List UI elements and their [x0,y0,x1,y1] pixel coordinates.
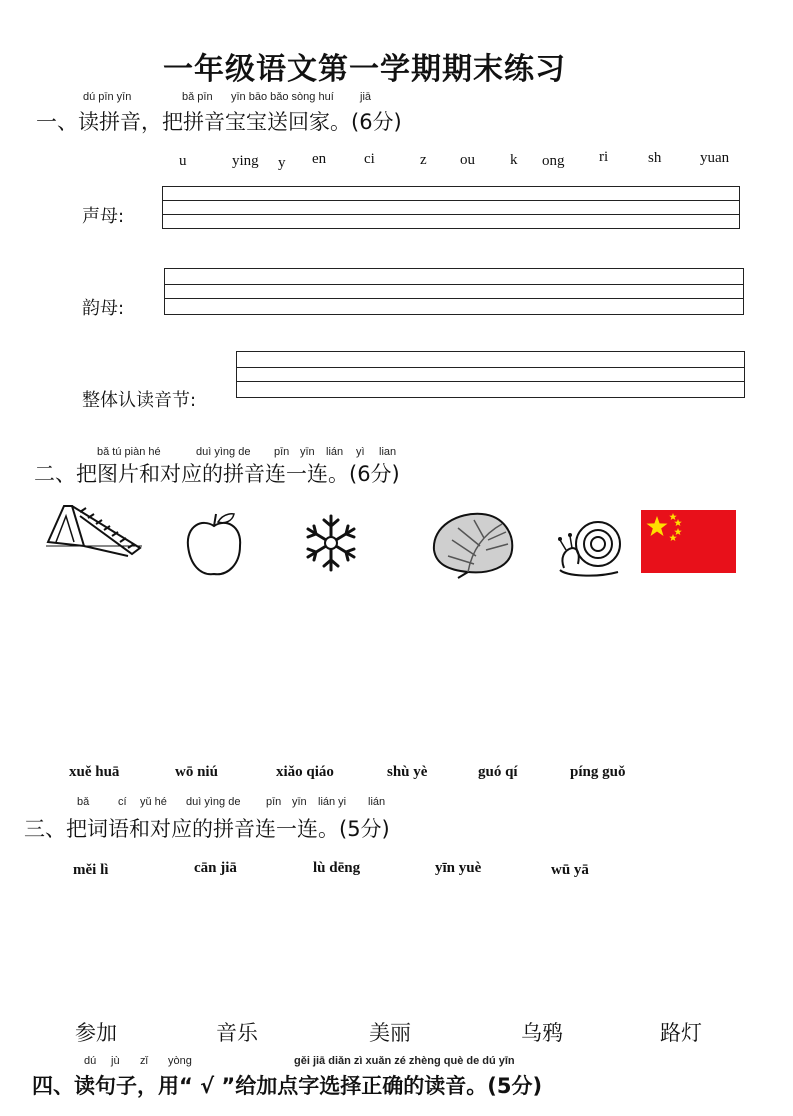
letter-3: y [278,155,286,171]
label-finals: 韵母: [82,298,125,319]
option-guoqi[interactable]: guó qí [478,764,518,780]
letter-7: ou [460,152,475,168]
section3-pinyin-hint-7: lián yi [318,796,347,808]
word-yinyue[interactable]: 音乐 [216,1021,258,1045]
section4-heading: 四、读句子，用“ √ ”给加点字选择正确的读音。(5分) [32,1074,543,1098]
section3-pinyin-hint-1: bǎ [77,796,90,808]
option-xiaoqiao[interactable]: xiǎo qiáo [276,764,334,780]
section3-pinyin-hint-4: duì yìng de [186,796,241,808]
letter-5: ci [364,151,375,167]
letter-12: yuan [700,150,730,166]
word-wuya[interactable]: 乌鸦 [521,1021,563,1045]
section2-pinyin-hint-7: lian [379,446,397,458]
section3-pinyin-hint-5: pīn [266,796,282,808]
letter-6: z [420,152,427,168]
section2-pinyin-hint-2: duì yìng de [196,446,251,458]
label-initials: 声母: [82,206,125,227]
pinyin-meili[interactable]: měi lì [73,862,109,878]
section4-pinyin-hint-4: yòng [168,1055,192,1067]
section4-pinyin-hint-2: jù [111,1055,120,1067]
section3-pinyin-hint-2: cí [118,796,127,808]
section1-heading: 一、读拼音，把拼音宝宝送回家。(6分) [36,110,402,134]
section1-pinyin-hint-2: bǎ pīn [182,91,213,103]
option-shuye[interactable]: shù yè [387,764,428,780]
writing-lines-finals[interactable] [164,268,744,315]
apple-icon[interactable] [184,510,244,580]
option-xuehua[interactable]: xuě huā [69,764,120,780]
section4-pinyin-hint-3: zǐ [140,1055,148,1067]
label-whole-syllables: 整体认读音节: [82,390,197,411]
snowflake-icon[interactable] [300,512,362,574]
china-flag-icon[interactable] [641,510,736,573]
section1-pinyin-hint-1: dú pīn yīn [83,91,132,103]
word-ludeng[interactable]: 路灯 [660,1021,702,1045]
section3-heading: 三、把词语和对应的拼音连一连。(5分) [24,817,390,841]
section3-pinyin-hint-6: yīn [292,796,307,808]
letter-2: ying [232,153,259,169]
pinyin-yinyue[interactable]: yīn yuè [435,860,482,876]
leaf-icon[interactable] [428,510,516,580]
section3-pinyin-hint-3: yǔ hé [140,796,167,808]
word-meili[interactable]: 美丽 [369,1021,411,1045]
section2-pinyin-hint-1: bǎ tú piàn hé [97,446,161,458]
section4-pinyin-hint-5: gěi jiā diǎn zì xuǎn zé zhèng què de dú yīn [294,1055,515,1067]
section2-pinyin-hint-6: yì [356,446,365,458]
option-pingguo[interactable]: píng guǒ [570,764,626,780]
section2-pinyin-hint-4: yīn [300,446,315,458]
writing-lines-initials[interactable] [162,186,740,229]
letter-10: ri [599,149,609,165]
letter-8: k [510,152,518,168]
slide-icon[interactable] [44,502,144,560]
section1-pinyin-hint-4: jiā [360,91,372,103]
option-woniu[interactable]: wō niú [175,764,218,780]
section2-pinyin-hint-3: pīn [274,446,290,458]
section2-pinyin-hint-5: lián [326,446,344,458]
section3-pinyin-hint-8: lián [368,796,386,808]
word-canjia[interactable]: 参加 [75,1021,117,1045]
flag-field [641,510,736,573]
letter-4: en [312,151,327,167]
section4-pinyin-hint-1: dú [84,1055,97,1067]
snail-icon[interactable] [556,514,626,582]
pinyin-canjia[interactable]: cān jiā [194,860,237,876]
writing-lines-whole-syllables[interactable] [236,351,745,398]
section2-heading: 二、把图片和对应的拼音连一连。(6分) [34,462,400,486]
letter-11: sh [648,150,662,166]
letter-1: u [179,153,187,169]
letter-9: ong [542,153,565,169]
pinyin-wuya[interactable]: wū yā [551,862,589,878]
page-title: 一年级语文第一学期期末练习 [163,52,566,87]
section1-pinyin-hint-3: yīn bāo bǎo sòng huí [231,91,334,103]
pinyin-ludeng[interactable]: lù dēng [313,860,361,876]
